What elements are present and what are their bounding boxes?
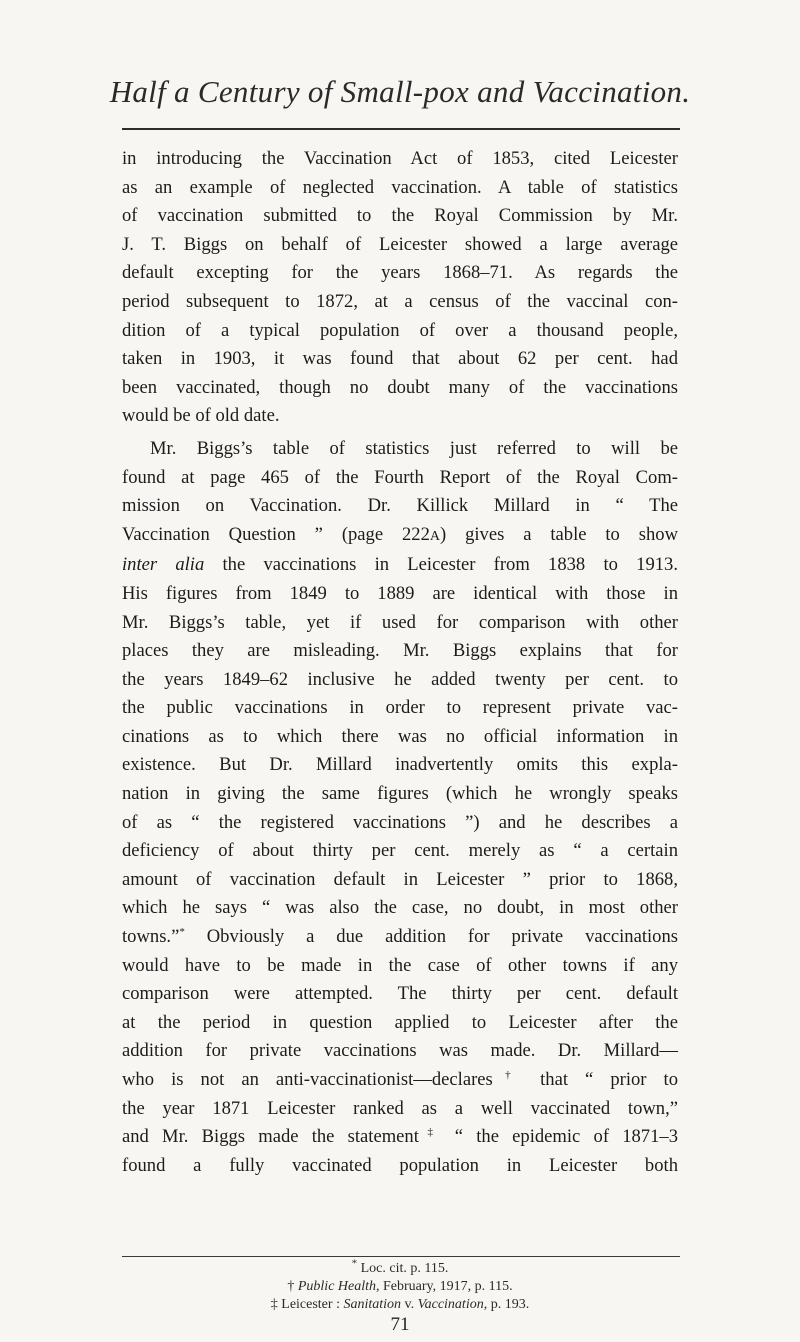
- text-line: amount of vaccination default in Leicester ” prior to 1868,: [122, 868, 678, 890]
- text-segment: Vaccination Question ” (page 222: [122, 523, 430, 545]
- footnotes: [0, 1257, 800, 1314]
- footnote-1: [0, 1257, 800, 1278]
- footnote-text: , February, 1917, p. 115.: [376, 1279, 513, 1294]
- text-line: nation in giving the same figures (which he wrongly speaks: [122, 783, 678, 805]
- footnote-marker: ‡: [270, 1297, 278, 1312]
- footnote-2: [0, 1278, 800, 1296]
- paragraph-1: [122, 145, 678, 431]
- text-line: which he says “ was also the case, no doubt, in most other: [122, 897, 678, 919]
- text-line: found at page 465 of the Fourth Report of the Royal Com-: [122, 466, 678, 488]
- text-line: deficiency of about thirty per cent. merely as “ a certain: [122, 840, 678, 862]
- text-line: would be of old date.: [122, 405, 280, 427]
- text-segment: “ the epidemic of 1871–3: [441, 1126, 678, 1148]
- footnote-marker: ‡: [418, 1126, 442, 1138]
- text-segment: and Mr. Biggs made the statement: [122, 1126, 419, 1148]
- header-rule: [122, 128, 680, 130]
- text-line: cinations as to which there was no official information in: [122, 725, 678, 747]
- text-line: [122, 521, 678, 552]
- text-segment: towns.”: [122, 926, 180, 948]
- text-line: [122, 551, 678, 580]
- text-line: J. T. Biggs on behalf of Leicester showed a large average: [122, 233, 678, 255]
- text-line: His figures from 1849 to 1889 are identical with those in: [122, 582, 678, 604]
- footnote-marker: *: [179, 925, 185, 938]
- running-head: Half a Century of Small-pox and Vaccination.: [109, 74, 691, 109]
- paragraph-2: [122, 435, 678, 1180]
- text-segment: the vaccinations in Leicester from 1838 to 1913.: [204, 554, 678, 576]
- text-line: of as “ the registered vaccinations ”) and he describes a: [122, 811, 678, 833]
- text-line: would have to be made in the case of other towns if any: [122, 954, 678, 976]
- text-line: mission on Vaccination. Dr. Killick Millard in “ The: [122, 495, 678, 517]
- footnote-marker: †: [287, 1279, 295, 1294]
- text-line: existence. But Dr. Millard inadvertently omits this expla-: [122, 754, 678, 776]
- text-line: Mr. Biggs’s table of statistics just referred to will be: [150, 437, 678, 459]
- body-text: [122, 145, 678, 1180]
- text-line: default excepting for the years 1868–71. As regards the: [122, 262, 678, 284]
- page-number: 71: [390, 1314, 410, 1335]
- footnote-italic: Sanitation: [343, 1297, 402, 1312]
- text-line: of vaccination submitted to the Royal Commission by Mr.: [122, 205, 678, 227]
- footnote-marker: *: [351, 1257, 358, 1270]
- text-line: found a fully vaccinated population in Leicester both: [122, 1154, 678, 1176]
- footnote-rule: [122, 1256, 680, 1257]
- footnote-marker: †: [492, 1068, 524, 1081]
- small-caps-segment: A: [429, 528, 441, 544]
- italic-segment: inter alia: [122, 554, 205, 576]
- text-line: Mr. Biggs’s table, yet if used for comparison with other: [122, 611, 678, 633]
- text-line: as an example of neglected vaccination. A table of statistics: [122, 176, 678, 198]
- text-line: the year 1871 Leicester ranked as a well vaccinated town,”: [122, 1097, 678, 1119]
- text-line: period subsequent to 1872, at a census of the vaccinal con-: [122, 290, 678, 312]
- text-line: the public vaccinations in order to represent private vac-: [122, 697, 678, 719]
- text-line: been vaccinated, though no doubt many of the vaccinations: [122, 376, 678, 398]
- footnote-3: [0, 1296, 800, 1314]
- footnote-text: Loc. cit. p. 115.: [357, 1261, 449, 1276]
- text-line: at the period in question applied to Leicester after the: [122, 1011, 678, 1033]
- text-line: addition for private vaccinations was made. Dr. Millard—: [122, 1040, 678, 1062]
- text-segment: ) gives a table to show: [440, 523, 678, 545]
- footnote-text: v.: [401, 1297, 418, 1312]
- footnote-italic: Vaccination: [417, 1297, 484, 1312]
- text-line: [122, 1123, 678, 1152]
- text-line: in introducing the Vaccination Act of 1853, cited Leicester: [122, 148, 678, 169]
- text-segment: Obviously a due addition for private vaccinations: [184, 926, 678, 948]
- footnote-text: Leicester :: [277, 1297, 344, 1312]
- text-segment: that “ prior to: [523, 1069, 678, 1090]
- text-segment: who is not an anti-vaccinationist—declares: [122, 1069, 493, 1090]
- text-line: comparison were attempted. The thirty per cent. default: [122, 983, 678, 1005]
- footnote-text: , p. 193.: [483, 1297, 530, 1312]
- text-line: [122, 1066, 678, 1095]
- text-line: taken in 1903, it was found that about 62 per cent. had: [122, 348, 678, 370]
- footnote-italic: Public Health: [294, 1279, 377, 1294]
- text-line: the years 1849–62 inclusive he added twenty per cent. to: [122, 668, 678, 690]
- text-line: [122, 923, 678, 952]
- text-line: dition of a typical population of over a thousand people,: [122, 319, 678, 341]
- text-line: places they are misleading. Mr. Biggs explains that for: [122, 640, 678, 662]
